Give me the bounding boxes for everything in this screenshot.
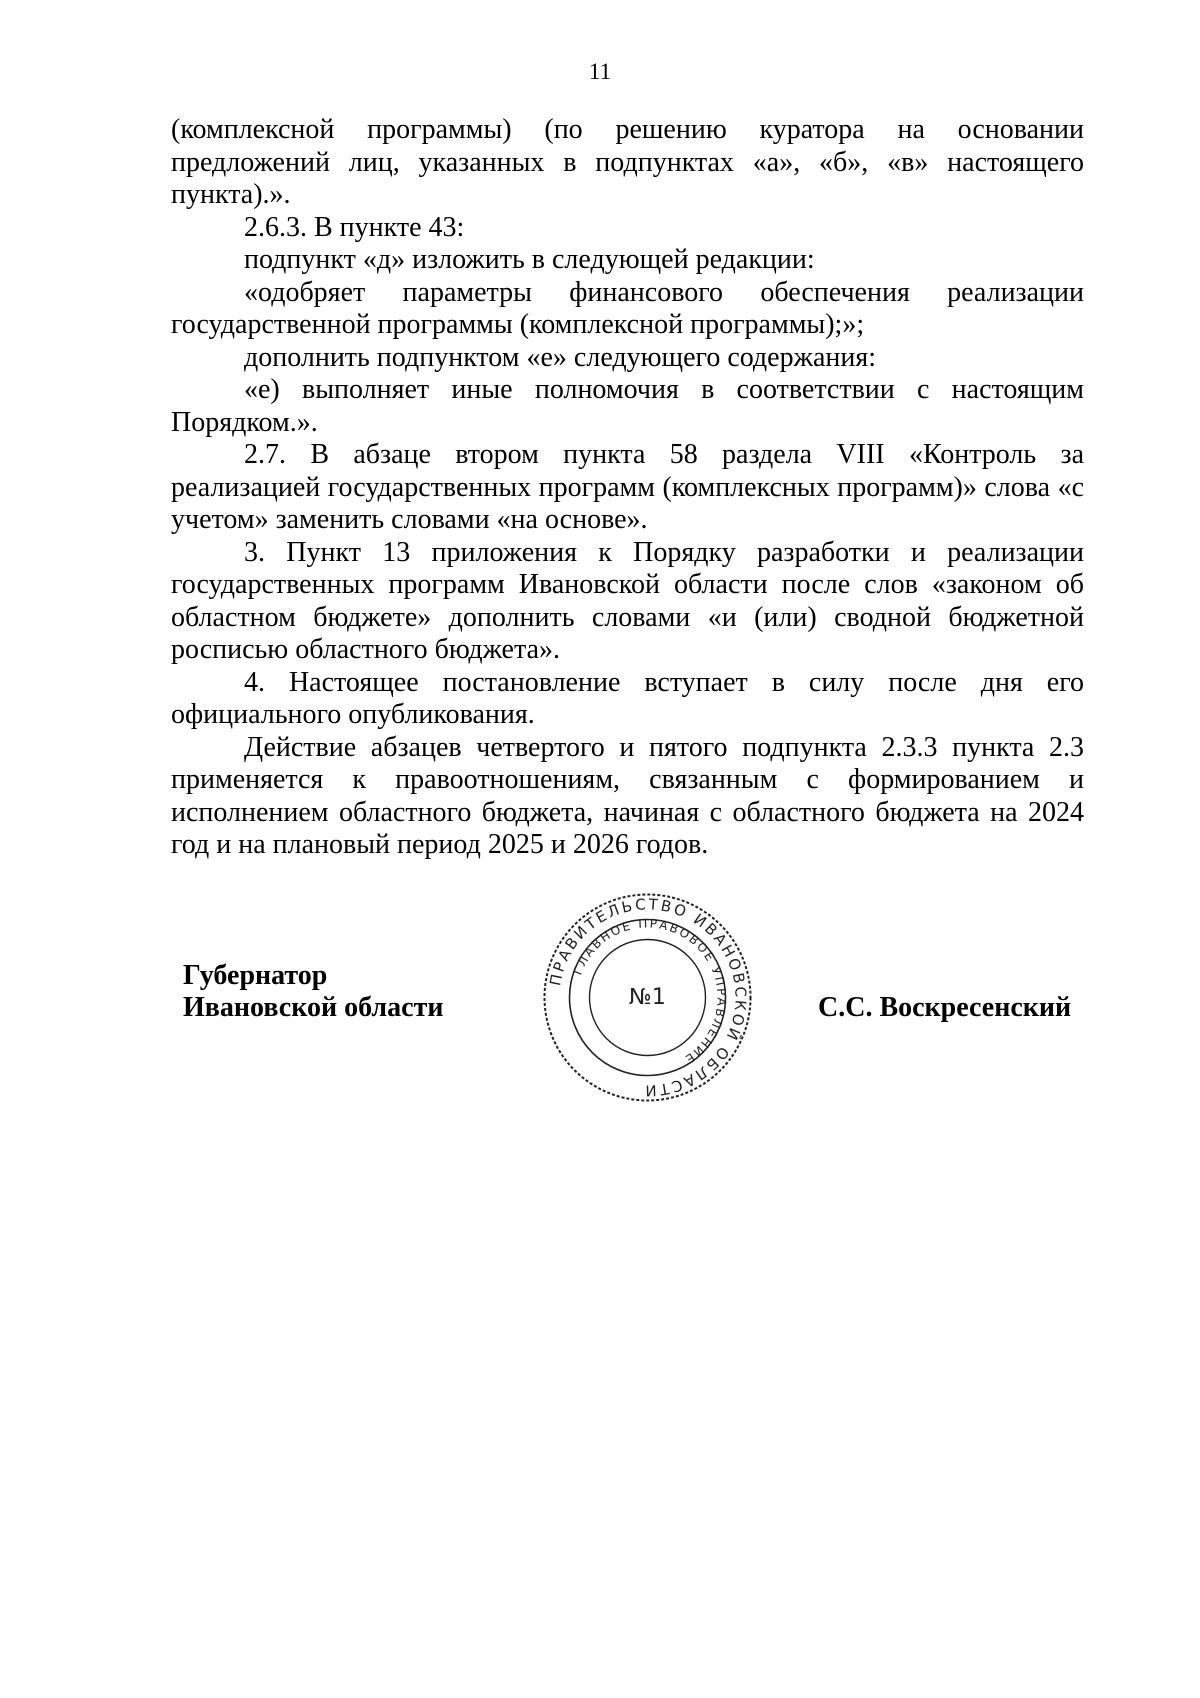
seal-inner-text: ГЛАВНОЕ ПРАВОВОЕ УПРАВЛЕНИЕ <box>570 916 729 1068</box>
paragraph: 2.7. В абзаце втором пункта 58 раздела VIII «Контроль за реализацией государственных программ (комплексных программ)» слова «с учетом» заменить словами «на основе». <box>171 439 1084 535</box>
signer-position <box>183 960 443 1024</box>
paragraph: 4. Настоящее постановление вступает в силу после дня его официального опубликования. <box>171 666 1084 730</box>
page-number: 11 <box>588 59 612 84</box>
paragraph: (комплексной программы) (по решению куратора на основании предложений лиц, указанных в подпунктах «а», «б», «в» настоящего пункта).». <box>171 114 1084 210</box>
signer-name: С.С. Воскресенский <box>818 992 1072 1023</box>
paragraph: дополнить подпунктом «е» следующего содержания: <box>244 341 877 373</box>
paragraph: 2.6.3. В пункте 43: <box>244 211 465 243</box>
paragraph: Действие абзацев четвертого и пятого подпункта 2.3.3 пункта 2.3 применяется к правоотношениям, связанным с формированием и исполнением областного бюджета, начиная с областного бюджета на 2024 год и на плановый период 2025 и 2026 годов. <box>171 731 1084 860</box>
official-seal <box>540 890 755 1105</box>
signature-block <box>0 890 1200 1110</box>
document-body <box>171 114 1084 862</box>
paragraph: подпункт «д» изложить в следующей редакции: <box>244 244 815 275</box>
seal-outer-text: ПРАВИТЕЛЬСТВО ИВАНОВСКОЙ ОБЛАСТИ <box>546 895 750 1100</box>
paragraph: «е) выполняет иные полномочия в соответствии с настоящим Порядком.». <box>171 374 1084 438</box>
seal-number: №1 <box>629 985 666 1010</box>
signer-title: Губернатор <box>183 960 328 991</box>
signer-region: Ивановской области <box>183 992 444 1023</box>
paragraph: «одобряет параметры финансового обеспечения реализации государственной программы (комплексной программы);»; <box>171 276 1084 340</box>
paragraph: 3. Пункт 13 приложения к Порядку разработки и реализации государственных программ Ивановской области после слов «законом об областном бюджете» дополнить словами «и (или) сводной бюджетной росписью областного бюджета». <box>171 536 1084 665</box>
